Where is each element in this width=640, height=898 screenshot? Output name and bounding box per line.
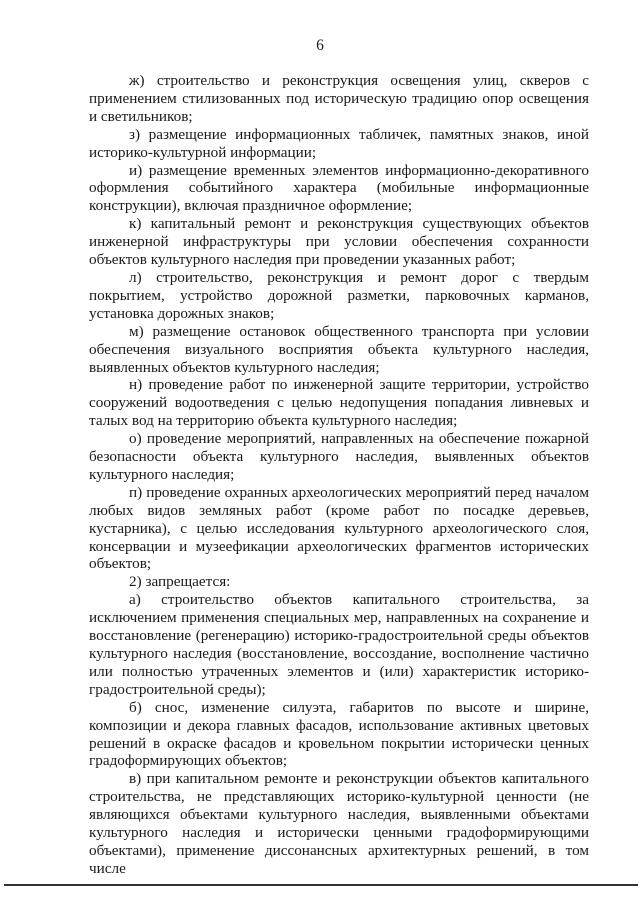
document-body <box>89 72 589 878</box>
page-number: 6 <box>316 37 324 54</box>
section-heading-prohibited: 2) запрещается: <box>129 573 231 591</box>
paragraph-i: и) размещение временных элементов информационно-декоративного оформления событийного характера (мобильные информационные конструкции), включая праздничное оформление; <box>89 161 589 215</box>
paragraph-v: в) при капитальном ремонте и реконструкции объектов капитального строительства, не представляющих историко-культурной ценности (не являющихся объектами культурного наследия, выявленными объектами культурного наследия и исторически ценными градоформирующими объектами), применение диссонансных архитектурных решений, в том числе <box>89 770 589 877</box>
paragraph-n: н) проведение работ по инженерной защите территории, устройство сооружений водоотведения с целью недопущения попадания ливневых и талых вод на территорию объекта культурного наследия; <box>89 376 589 430</box>
paragraph-a: а) строительство объектов капитального строительства, за исключением применения специальных мер, направленных на сохранение и восстановление (регенерацию) историко-градостроительной среды объектов культурного наследия (восстановление, воссоздание, восполнение частично или полностью утраченных элементов и (или) характеристик историко-градостроительной среды); <box>89 591 589 698</box>
paragraph-l: л) строительство, реконструкция и ремонт дорог с твердым покрытием, устройство дорожной разметки, парковочных карманов, установка дорожных знаков; <box>89 268 589 322</box>
paragraph-b: б) снос, изменение силуэта, габаритов по высоте и ширине, композиции и декора главных фасадов, использование активных цветовых решений в окраске фасадов и кровельном покрытии исторически ценных градоформирующих объектов; <box>89 698 589 770</box>
paragraph-p: п) проведение охранных археологических мероприятий перед началом любых видов земляных работ (кроме работ по посадке деревьев, кустарника), с целью исследования культурного археологического слоя, консервации и музеефикации археологических фрагментов исторических объектов; <box>89 483 589 573</box>
paragraph-k: к) капитальный ремонт и реконструкция существующих объектов инженерной инфраструктуры при условии обеспечения сохранности объектов культурного наследия при проведении указанных работ; <box>89 215 589 269</box>
paragraph-zh: ж) строительство и реконструкция освещения улиц, скверов с применением стилизованных под историческую традицию опор освещения и светильников; <box>89 72 589 125</box>
paragraph-z: з) размещение информационных табличек, памятных знаков, иной историко-культурной информации; <box>89 125 589 161</box>
bottom-divider <box>4 884 638 886</box>
paragraph-m: м) размещение остановок общественного транспорта при условии обеспечения визуального восприятия объекта культурного наследия, выявленных объектов культурного наследия; <box>89 322 589 376</box>
paragraph-o: о) проведение мероприятий, направленных на обеспечение пожарной безопасности объекта культурного наследия, выявленных объектов культурного наследия; <box>89 430 589 483</box>
